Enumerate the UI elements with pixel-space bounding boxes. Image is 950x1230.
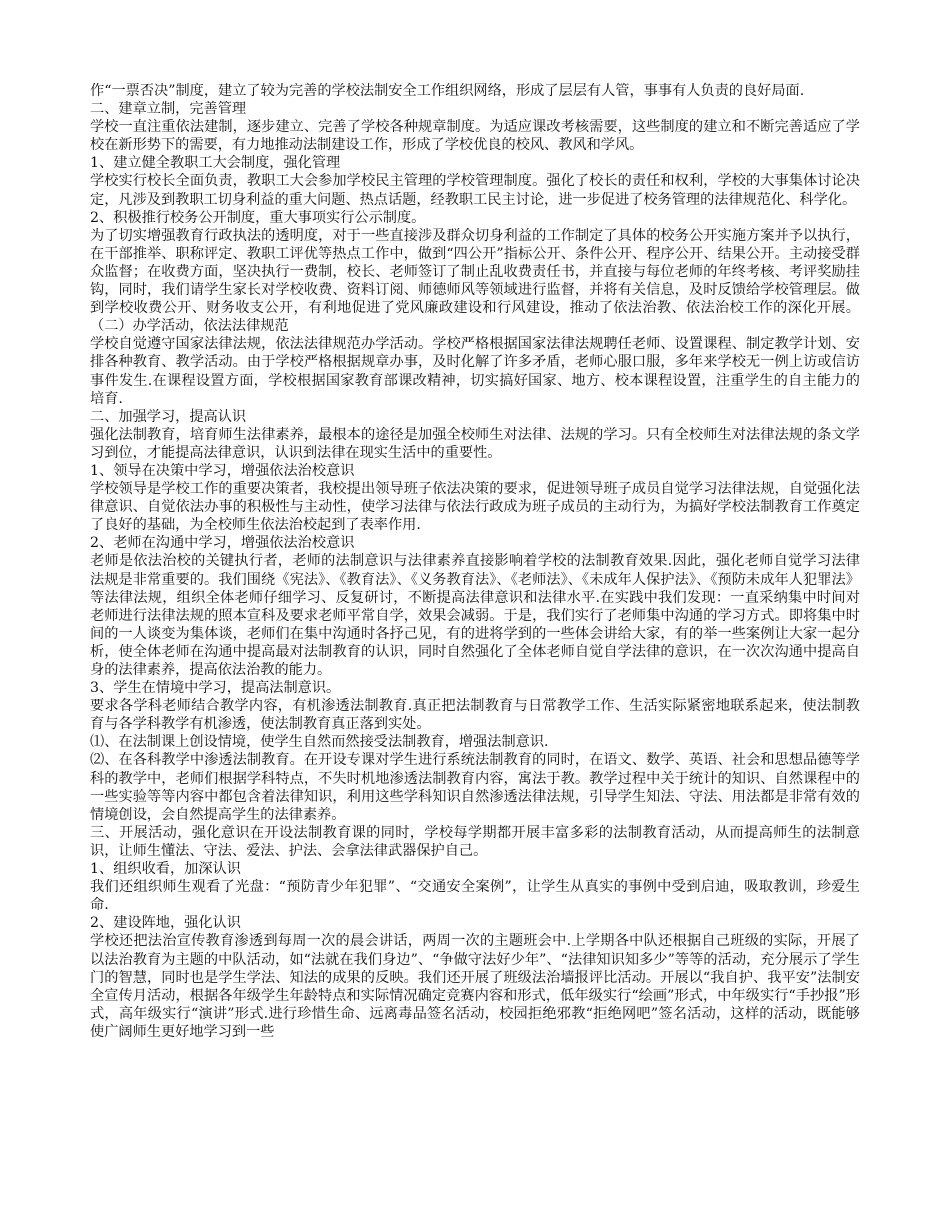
paragraph: 作“一票否决”制度，建立了较为完善的学校法制安全工作组织网络，形成了层层有人管，事事有人负责的良好局面. [90, 83, 805, 99]
subsection-heading: 1、领导在决策中学习，增强依法治校意识 [90, 462, 355, 479]
section-heading: 二、建章立制，完善管理 [90, 101, 247, 118]
section-heading: 三、开展活动，强化意识在开设法制教育课的同时，学校每学期都开展丰富多彩的法制教育活动，从而提高师生的法制意识，让师生懂法、守法、爱法、护法、会拿法律武器保护自己。 [90, 824, 860, 859]
paragraph: 学校领导是学校工作的重要决策者，我校提出领导班子依法决策的要求，促进领导班子成员自觉学习法律法规，自觉强化法律意识、自觉依法办事的积极性与主动性，使学习法律与依法行政成为班子成员的主动行为，为搞好学校法制教育工作奠定了良好的基础，为全校师生依法治校起到了表率作用. [90, 481, 860, 534]
subsection-heading: 2、积极推行校务公开制度，重大事项实行公示制度。 [90, 209, 426, 226]
paragraph: 老师是依法治校的关键执行者，老师的法制意识与法律素养直接影响着学校的法制教育效果.因此，强化老师自觉学习法律法规是非常重要的。我们围绕《宪法》、《教育法》、《义务教育法》、《老师法》、《未成年人保护法》、《预防未成年人犯罪法》等法律法规，组织全体老师仔细学习、反复研讨，不断提高法律意识和法律水平.在实践中我们发现：一直采纳集中时间对老师进行法律法规的照本宣科及要求老师平常自学，效果会减弱。于是，我们实行了老师集中沟通的学习方式。即将集中时间的一人谈变为集体谈，老师们在集中沟通时各抒己见，有的进将学到的一些体会讲给大家，有的举一些案例让大家一起分析，使全体老师在沟通中提高最对法制教育的认识，同时自然强化了全体老师自觉自学法律的意识，在一次次沟通中提高自身的法律素养，提高依法治教的能力。 [90, 553, 860, 678]
paragraph: 学校一直注重依法建制，逐步建立、完善了学校各种规章制度。为适应课改考核需要，这些制度的建立和不断完善适应了学校在新形势下的需要，有力地推动法制建设工作，形成了学校优良的校风、教风和学风。 [90, 119, 860, 154]
subsection-heading: 3、学生在情境中学习，提高法制意识。 [90, 680, 341, 697]
paragraph: 学校自觉遵守国家法律法规，依法法律规范办学活动。学校严格根据国家法律法规聘任老师、设置课程、制定教学计划、安排各种教育、教学活动。由于学校严格根据规章办事，及时化解了许多矛盾，老师心服口服，多年来学校无一例上访或信访事件发生.在课程设置方面，学校根据国家教育部课改精神，切实搞好国家、地方、校本课程设置，注重学生的自主能力的培育. [90, 336, 860, 407]
subsection-heading: 2、老师在沟通中学习，增强依法治校意识 [90, 535, 355, 552]
paragraph: 为了切实增强教育行政执法的透明度，对于一些直接涉及群众切身利益的工作制定了具体的校务公开实施方案并予以执行，在干部推举、职称评定、教职工评优等热点工作中，做到“四公开”指标公开、条件公开、程序公开、结果公开。主动接受群众监督；在收费方面，坚决执行一费制，校长、老师签订了制止乱收费责任书，并直接与每位老师的年终考核、考评奖励挂钩，同时，我们请学生家长对学校收费、资料订阅、师德师风等领域进行监督，并将有关信息，及时反馈给学校管理层。做到学校收费公开、财务收支公开，有利地促进了党风廉政建设和行风建设，推动了依法治教、依法治校工作的深化开展。（二）办学活动，依法法律规范 [90, 227, 860, 335]
paragraph: 学校还把法治宣传教育渗透到每周一次的晨会讲话，两周一次的主题班会中.上学期各中队还根据自己班级的实际，开展了以法治教育为主题的中队活动，如“法就在我们身边”、“争做守法好少年”、“法律知识知多少”等等的活动，充分展示了学生门的智慧，同时也是学生学法、知法的成果的反映。我们还开展了班级法治墙报评比活动。开展以“我自护、我平安”法制安全宣传月活动，根据各年级学生年龄特点和实际情况确定竞赛内容和形式，低年级实行“绘画”形式，中年级实行“手抄报”形式，高年级实行“演讲”形式.进行珍惜生命、远离毒品签名活动，校园拒绝邪教“拒绝网吧”签名活动，这样的活动，既能够使广阔师生更好地学习到一些 [90, 933, 860, 1040]
subsection-heading: 1、建立健全教职工大会制度，强化管理 [90, 155, 341, 172]
paragraph: 强化法制教育，培育师生法律素养，最根本的途径是加强全校师生对法律、法规的学习。只有全校师生对法律法规的条文学习到位，才能提高法律意识，认识到法律在现实生活中的重要性。 [90, 426, 860, 461]
subsection-heading: 2、建设阵地，强化认识 [90, 915, 241, 932]
document-page [90, 82, 860, 1202]
subsection-heading: 1、组织收看，加深认识 [90, 861, 241, 878]
paragraph: 要求各学科老师结合教学内容，有机渗透法制教育.真正把法制教育与日常教学工作、生活实际紧密地联系起来，使法制教育与各学科教学有机渗透，使法制教育真正落到实处。 [90, 698, 860, 733]
list-item: ⑵、在各科教学中渗透法制教育。在开设专课对学生进行系统法制教育的同时，在语文、数学、英语、社会和思想品德等学科的教学中，老师们根据学科特点，不失时机地渗透法制教育内容，寓法于教。教学过程中关于统计的知识、自然课程中的一些实验等等内容中都包含着法律知识，利用这些学科知识自然渗透法律法规，引导学生知法、守法、用法都是非常有效的情境创设，会自然提高学生的法律素养。 [90, 752, 860, 823]
paragraph: 学校实行校长全面负责，教职工大会参加学校民主管理的学校管理制度。强化了校长的责任和权利，学校的大事集体讨论决定，凡涉及到教职工切身利益的重大问题、热点话题，经教职工民主讨论，进一步促进了校务管理的法律规范化、科学化。 [90, 173, 860, 208]
list-item: ⑴、在法制课上创设情境，使学生自然而然接受法制教育，增强法制意识. [90, 734, 549, 751]
paragraph: 我们还组织师生观看了光盘：“预防青少年犯罪”、“交通安全案例”，让学生从真实的事例中受到启迪，吸取教训，珍爱生命. [90, 879, 860, 914]
section-heading: 二、加强学习，提高认识 [90, 408, 247, 425]
